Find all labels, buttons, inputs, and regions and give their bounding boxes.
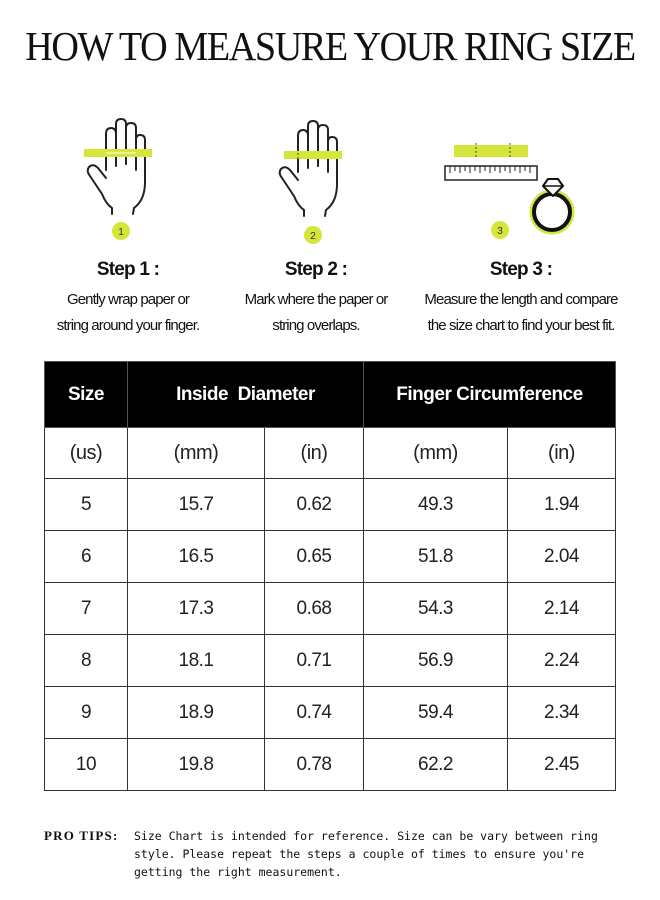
table-cell: 2.45 (508, 739, 616, 791)
step-description-line: Measure the length and compare (424, 291, 618, 308)
step-3 (403, 259, 639, 339)
table-row (45, 531, 616, 583)
unit-cell: (in) (265, 428, 364, 479)
table-cell: 1.94 (508, 479, 616, 531)
table-cell: 8 (45, 635, 128, 687)
table-cell: 54.3 (364, 583, 508, 635)
step-description-line: the size chart to find your best fit. (427, 317, 615, 334)
table-cell: 2.24 (508, 635, 616, 687)
header-inside-diameter: Inside Diameter (128, 362, 364, 428)
table-cell: 2.34 (508, 687, 616, 739)
table-cell: 0.74 (265, 687, 364, 739)
table-row (45, 687, 616, 739)
table-cell: 59.4 (364, 687, 508, 739)
table-row (45, 635, 616, 687)
table-cell: 10 (45, 739, 128, 791)
pro-tips-text: Size Chart is intended for reference. Size can be vary between ring style. Please repeat the steps a couple of times to ensure you're getting the right measurement. (134, 829, 598, 879)
table-cell: 49.3 (364, 479, 508, 531)
table-cell: 9 (45, 687, 128, 739)
step-badge: 1 (118, 227, 124, 238)
step-description-line: Gently wrap paper or (66, 291, 190, 308)
step-description-line: Mark where the paper or (244, 291, 388, 308)
step-1 (23, 259, 233, 339)
unit-cell: (mm) (364, 428, 508, 479)
header-size: Size (45, 362, 128, 428)
table-cell: 56.9 (364, 635, 508, 687)
table-cell: 0.68 (265, 583, 364, 635)
table-cell: 15.7 (128, 479, 265, 531)
step-heading: Step 2 : (284, 259, 348, 280)
table-cell: 6 (45, 531, 128, 583)
table-cell: 2.04 (508, 531, 616, 583)
step-badge: 2 (310, 231, 316, 242)
table-units-row (45, 428, 616, 479)
table-cell: 5 (45, 479, 128, 531)
header-finger-circumference: Finger Circumference (364, 362, 616, 428)
table-cell: 0.78 (265, 739, 364, 791)
table-header-row (45, 362, 616, 428)
table-cell: 0.65 (265, 531, 364, 583)
step-badge: 3 (497, 226, 503, 237)
pro-tips-label: PRO TIPS: (44, 828, 119, 843)
table-cell: 0.71 (265, 635, 364, 687)
step-description-line: string around your finger. (56, 317, 200, 334)
unit-cell: (mm) (128, 428, 265, 479)
table-row (45, 479, 616, 531)
step-2 (211, 259, 421, 339)
ruler-ring-icon (440, 140, 580, 244)
hand-wrap-icon (76, 118, 166, 246)
table-cell: 18.9 (128, 687, 265, 739)
table-cell: 51.8 (364, 531, 508, 583)
unit-cell: (in) (508, 428, 616, 479)
table-cell: 17.3 (128, 583, 265, 635)
table-cell: 2.14 (508, 583, 616, 635)
step-heading: Step 1 : (96, 259, 160, 280)
table-cell: 19.8 (128, 739, 265, 791)
table-cell: 62.2 (364, 739, 508, 791)
table-cell: 18.1 (128, 635, 265, 687)
step-heading: Step 3 : (489, 259, 553, 280)
page-title: HOW TO MEASURE YOUR RING SIZE (25, 23, 635, 69)
table-cell: 7 (45, 583, 128, 635)
table-cell: 16.5 (128, 531, 265, 583)
unit-cell: (us) (45, 428, 128, 479)
step-description-line: string overlaps. (272, 317, 360, 334)
ring-size-table (44, 361, 616, 791)
table-cell: 0.62 (265, 479, 364, 531)
table-row (45, 583, 616, 635)
table-row (45, 739, 616, 791)
hand-mark-icon (268, 120, 358, 248)
